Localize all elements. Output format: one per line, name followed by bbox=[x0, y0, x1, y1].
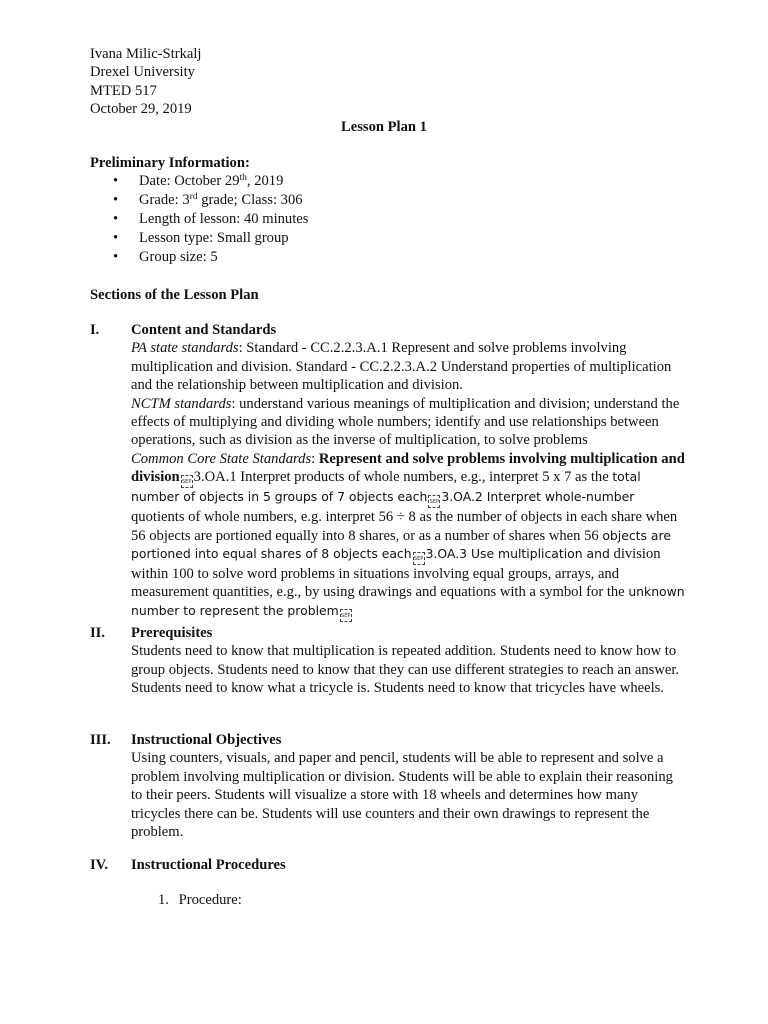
list-item: • Lesson type: Small group bbox=[113, 230, 289, 246]
document-title: Lesson Plan 1 bbox=[341, 119, 427, 135]
document-header bbox=[90, 45, 201, 119]
pa-standards-text: : Standard - CC.2.2.3.A.1 Represent and solve problems involving multiplication and division. Standard - CC.2.2.3.A.2 Understand properties of multiplication and the relationship between multiplication and division. bbox=[131, 340, 672, 394]
section-title: Prerequisites bbox=[131, 625, 213, 641]
procedure-label: Procedure: bbox=[178, 892, 242, 908]
section-numeral: III. bbox=[90, 732, 111, 748]
sep-mark-icon: SEP bbox=[181, 475, 193, 488]
section-body: PA state standards: Standard - CC.2.2.3.A.1 Represent and solve problems involving multiplication and division. Standard - CC.2.2.3.A.2 Understand properties of multiplication and the relationship between multiplication and division. NCTM standards: understand various meanings of multiplication and division; understand the effects of multiplying and dividing whole numbers; identify and use relationships between operations, such as division as the inverse of multiplication, to solve problems Common Core State Standards: Represent and solve problems involving multiplication and division SEP 3.OA.1 Interpret products of whole numbers, e.g., interpret 5 x 7 as the total number of objects in 5 groups of 7 objects each SEP 3.OA.2 Interpret whole-number quotients of whole numbers, e.g. interpret 56 ÷ 8 as the number of objects in each share when 56 objects are portioned equally into 8 shares, or as a number of shares when 56 objects are portioned into equal shares of 8 objects each SEP 3.OA.3 Use multiplication and division within 100 to solve word problems in situations involving equal groups, arrays, and measurement quantities, e.g., by using drawings and equations with a symbol for the unknown number to represent the problem SEP bbox=[131, 339, 686, 621]
sections-heading: Sections of the Lesson Plan bbox=[90, 287, 259, 303]
section-title: Instructional Objectives bbox=[131, 732, 282, 748]
nctm-standards-label: NCTM standards bbox=[131, 395, 232, 412]
section-title: Content and Standards bbox=[131, 322, 277, 338]
document-date: October 29, 2019 bbox=[90, 101, 192, 118]
sep-mark-icon: SEP bbox=[413, 552, 425, 565]
common-core-heading: Represent and solve problems involving multiplication and division bbox=[131, 450, 685, 486]
author-name: Ivana Milic-Strkalj bbox=[90, 46, 202, 62]
sep-mark-icon: SEP bbox=[428, 495, 440, 508]
common-core-label: Common Core State Standards bbox=[131, 450, 312, 467]
list-item: • Grade: 3rd grade; Class: 306 bbox=[113, 192, 303, 208]
procedure-number: 1. bbox=[158, 892, 169, 908]
procedure-item bbox=[158, 891, 242, 909]
pa-standards-label: PA state standards bbox=[131, 340, 239, 357]
preliminary-heading: Preliminary Information: bbox=[90, 155, 250, 171]
list-item: • Group size: 5 bbox=[113, 249, 218, 265]
section-numeral: I. bbox=[90, 322, 100, 338]
sep-mark-icon: SEP bbox=[340, 609, 352, 622]
bullet-icon: • bbox=[113, 211, 119, 227]
list-item: • Date: October 29th, 2019 bbox=[113, 173, 284, 189]
preliminary-list bbox=[113, 172, 308, 267]
bullet-icon: • bbox=[113, 230, 119, 246]
section-numeral: IV. bbox=[90, 857, 108, 873]
nctm-standards-text: : understand various meanings of multiplication and division; understand the effects of multiplying and dividing whole numbers; identify and use relationships between operations, such as division as the inverse of multiplication, to solve problems bbox=[131, 395, 680, 449]
university-name: Drexel University bbox=[90, 64, 195, 81]
section-body: Using counters, visuals, and paper and pencil, students will be able to represent and solve a problem involving multiplication or division. Students will be able to explain their reasoning to their peers. Students will visualize a store with 18 wheels and determines how many tricycles there can be. Students will use counters and their own drawings to represent the problem. bbox=[131, 750, 673, 841]
bullet-icon: • bbox=[113, 173, 119, 189]
section-numeral: II. bbox=[90, 625, 106, 641]
section-body: Students need to know that multiplication is repeated addition. Students need to know how to group objects. Students need to know that they can use different strategies to reach an answer. Students need to know what a tricycle is. Students need to know that tricycles have wheels. bbox=[131, 643, 680, 697]
course-code: MTED 517 bbox=[90, 82, 157, 99]
bullet-icon: • bbox=[113, 249, 119, 265]
list-item: • Length of lesson: 40 minutes bbox=[113, 211, 309, 227]
section-title: Instructional Procedures bbox=[131, 857, 286, 873]
bullet-icon: • bbox=[113, 192, 119, 208]
